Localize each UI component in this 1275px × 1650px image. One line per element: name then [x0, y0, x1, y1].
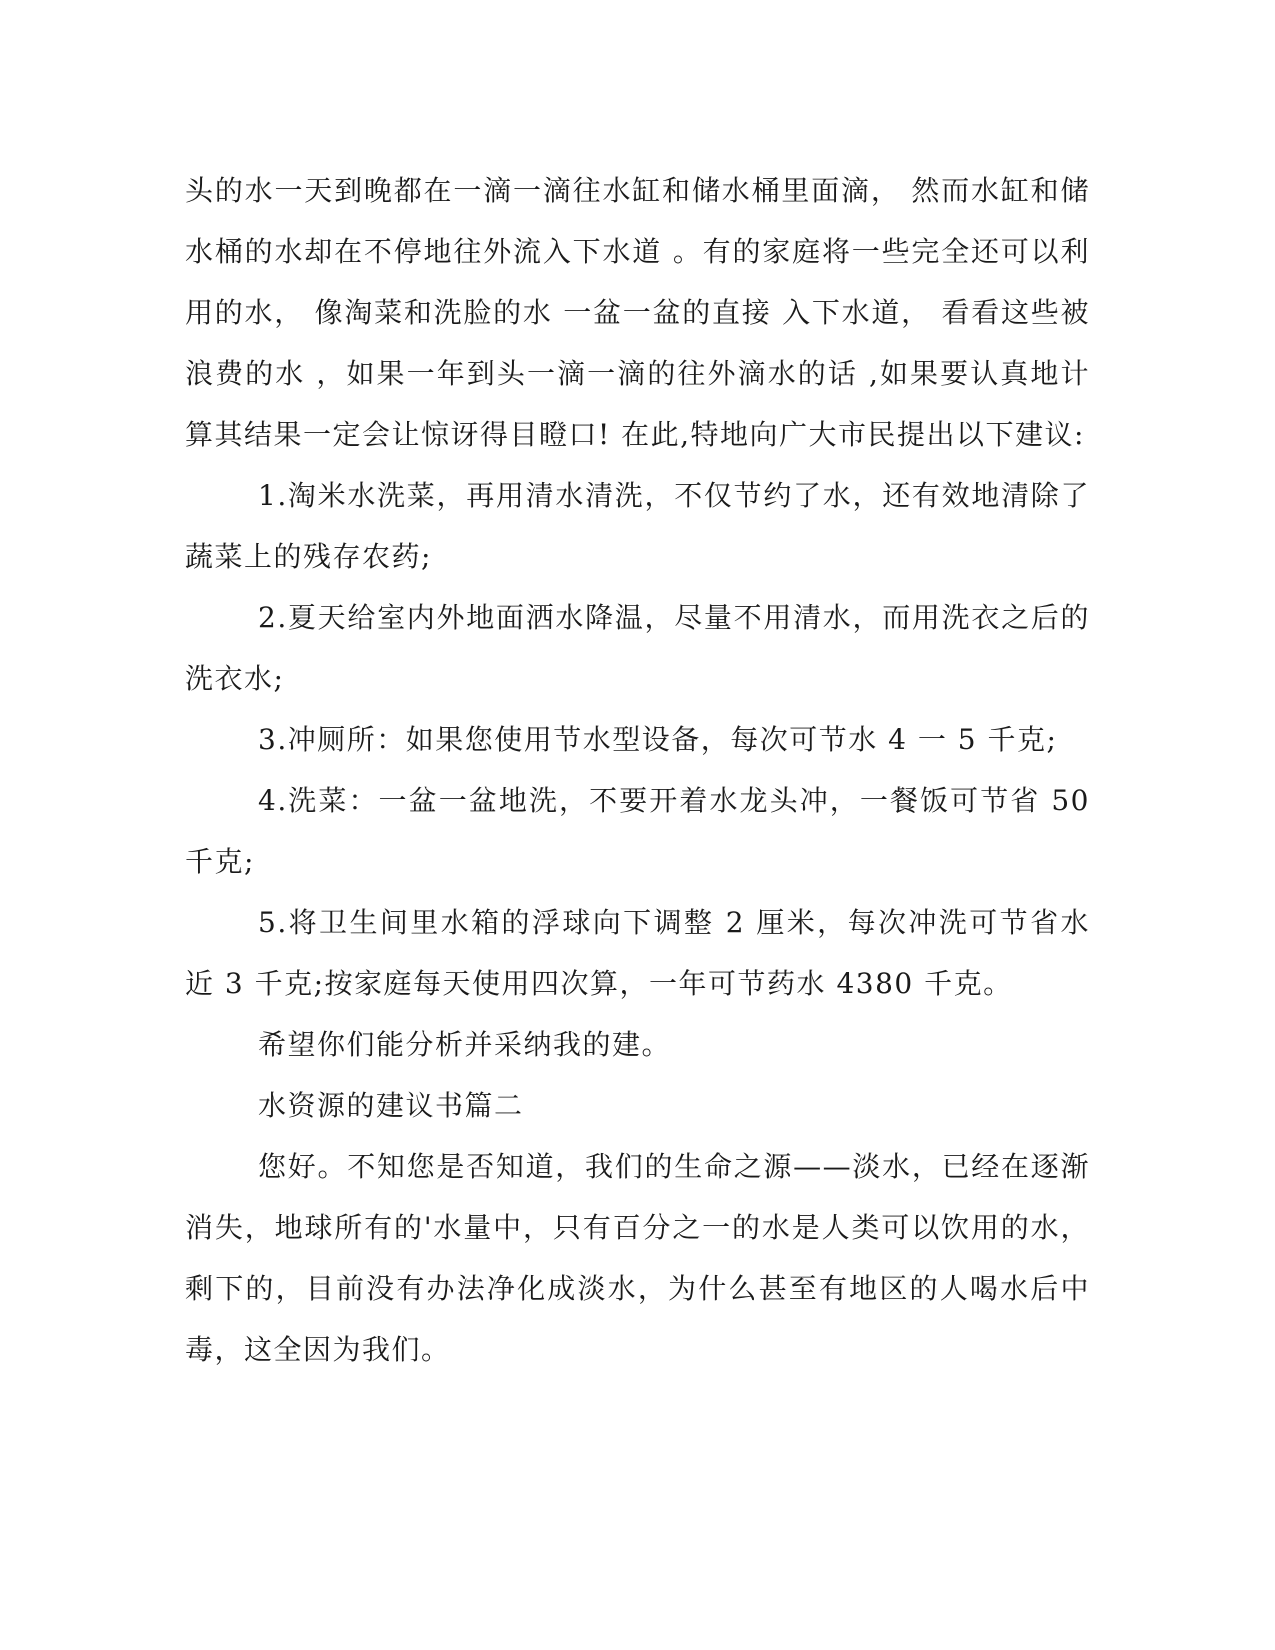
section-heading: 水资源的建议书篇二 [258, 1089, 524, 1122]
paragraph-closing: 希望你们能分析并采纳我的建。 [258, 1028, 672, 1061]
document-body [185, 160, 1090, 1380]
paragraph-suggestion-1: 1.淘米水洗菜，再用清水清洗，不仅节约了水，还有效地清除了蔬菜上的残存农药; [185, 479, 1090, 573]
paragraph-suggestion-5: 5.将卫生间里水箱的浮球向下调整 2 厘米，每次冲洗可节省水近 3 千克;按家庭每天使用四次算，一年可节药水 4380 千克。 [185, 906, 1090, 1000]
paragraph-suggestion-2: 2.夏天给室内外地面洒水降温，尽量不用清水，而用洗衣之后的洗衣水; [185, 601, 1090, 695]
paragraph-letter-two: 您好。不知您是否知道，我们的生命之源——淡水，已经在逐渐消失，地球所有的'水量中，只有百分之一的水是人类可以饮用的水，剩下的，目前没有办法净化成淡水，为什么甚至有地区的人喝水后中毒，这全因为我们。 [185, 1150, 1090, 1366]
paragraph-intro: 头的水一天到晚都在一滴一滴往水缸和储水桶里面滴， 然而水缸和储水桶的水却在不停地往外流入下水道 。有的家庭将一些完全还可以利用的水， 像淘菜和洗脸的水 一盆一盆的直接 入下水道， 看看这些被浪费的水 ，如果一年到头一滴一滴的往外滴水的话 ,如果要认真地计算其结果一定会让惊讶得目瞪口! 在此,特地向广大市民提出以下建议: [185, 174, 1090, 451]
paragraph-suggestion-3: 3.冲厕所：如果您使用节水型设备，每次可节水 4 一 5 千克; [258, 723, 1058, 756]
paragraph-suggestion-4: 4.洗菜：一盆一盆地洗，不要开着水龙头冲，一餐饭可节省 50 千克; [185, 784, 1090, 878]
